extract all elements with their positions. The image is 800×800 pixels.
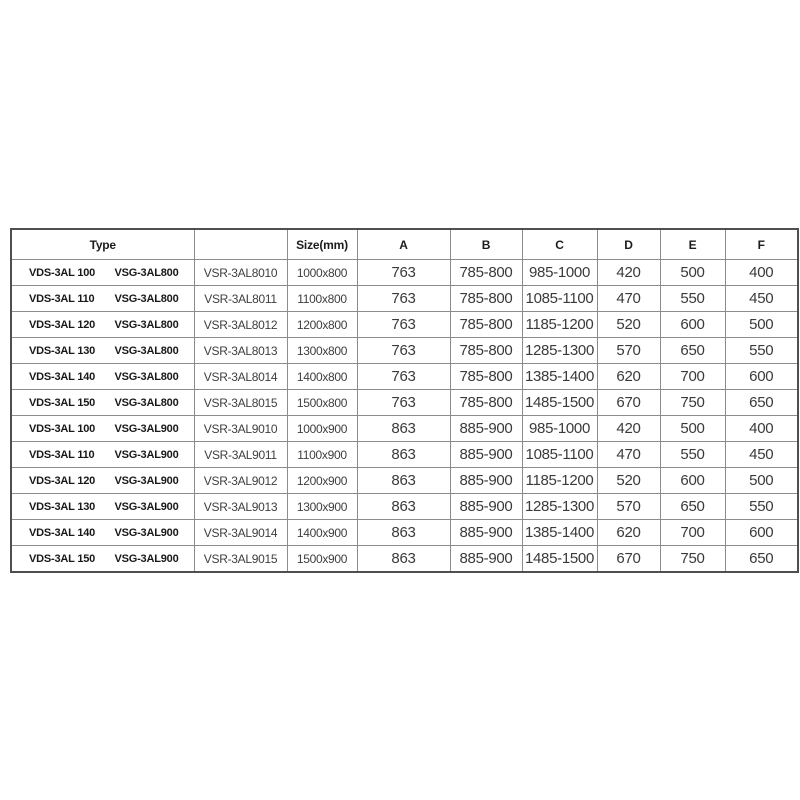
- size-cell: 1200x800: [287, 312, 357, 338]
- dim-b-cell: 785-800: [450, 338, 522, 364]
- dim-d-cell: 420: [597, 416, 660, 442]
- type-cell: [11, 494, 194, 520]
- type-vds-label: VDS-3AL 110: [29, 292, 95, 305]
- dim-a-cell: 863: [357, 494, 450, 520]
- dim-d-cell: 470: [597, 442, 660, 468]
- type-vsg-label: VSG-3AL800: [114, 318, 179, 331]
- type-cell: [11, 338, 194, 364]
- model-cell: VSR-3AL9014: [194, 520, 287, 546]
- type-labels: [12, 475, 194, 487]
- table-row: [11, 338, 798, 364]
- model-cell: VSR-3AL8012: [194, 312, 287, 338]
- type-vds-label: VDS-3AL 140: [29, 526, 96, 539]
- model-cell: VSR-3AL8015: [194, 390, 287, 416]
- size-cell: 1100x800: [287, 286, 357, 312]
- table-row: [11, 494, 798, 520]
- type-labels: [12, 449, 194, 461]
- dim-f-cell: 400: [725, 416, 798, 442]
- header-row: [11, 229, 798, 260]
- dim-c-cell: 1185-1200: [522, 468, 597, 494]
- table-row: [11, 416, 798, 442]
- type-labels: [12, 527, 194, 539]
- dim-f-cell: 450: [725, 442, 798, 468]
- table-body: [11, 260, 798, 573]
- dim-d-cell: 620: [597, 520, 660, 546]
- header-size: Size(mm): [287, 229, 357, 260]
- type-vds-label: VDS-3AL 120: [29, 318, 96, 331]
- dim-e-cell: 650: [660, 494, 725, 520]
- dim-e-cell: 750: [660, 390, 725, 416]
- model-cell: VSR-3AL9012: [194, 468, 287, 494]
- type-cell: [11, 364, 194, 390]
- table-row: [11, 390, 798, 416]
- dim-c-cell: 1385-1400: [522, 364, 597, 390]
- table-row: [11, 520, 798, 546]
- header-model: [194, 229, 287, 260]
- dim-e-cell: 600: [660, 312, 725, 338]
- size-cell: 1000x800: [287, 260, 357, 286]
- dim-e-cell: 500: [660, 260, 725, 286]
- dim-e-cell: 700: [660, 520, 725, 546]
- size-cell: 1500x800: [287, 390, 357, 416]
- table-header: [11, 229, 798, 260]
- type-vds-label: VDS-3AL 110: [29, 448, 95, 461]
- header-type: Type: [11, 229, 194, 260]
- dim-d-cell: 620: [597, 364, 660, 390]
- dim-f-cell: 500: [725, 468, 798, 494]
- type-cell: [11, 260, 194, 286]
- type-vds-label: VDS-3AL 120: [29, 474, 96, 487]
- model-cell: VSR-3AL9013: [194, 494, 287, 520]
- dim-a-cell: 763: [357, 390, 450, 416]
- table-row: [11, 312, 798, 338]
- model-cell: VSR-3AL8010: [194, 260, 287, 286]
- type-vsg-label: VSG-3AL900: [114, 500, 179, 513]
- dim-c-cell: 1285-1300: [522, 338, 597, 364]
- type-vsg-label: VSG-3AL900: [114, 448, 179, 461]
- type-vds-label: VDS-3AL 100: [29, 422, 96, 435]
- type-cell: [11, 546, 194, 573]
- dim-e-cell: 500: [660, 416, 725, 442]
- dim-b-cell: 885-900: [450, 442, 522, 468]
- type-cell: [11, 468, 194, 494]
- type-labels: [12, 371, 194, 383]
- type-labels: [12, 397, 194, 409]
- table-row: [11, 546, 798, 573]
- dim-e-cell: 600: [660, 468, 725, 494]
- size-cell: 1100x900: [287, 442, 357, 468]
- dim-b-cell: 785-800: [450, 312, 522, 338]
- header-dim-f: F: [725, 229, 798, 260]
- type-vsg-label: VSG-3AL800: [114, 292, 179, 305]
- type-cell: [11, 520, 194, 546]
- type-vds-label: VDS-3AL 140: [29, 370, 96, 383]
- type-vds-label: VDS-3AL 130: [29, 344, 96, 357]
- dim-c-cell: 985-1000: [522, 260, 597, 286]
- dim-b-cell: 785-800: [450, 260, 522, 286]
- type-vds-label: VDS-3AL 100: [29, 266, 96, 279]
- dim-a-cell: 863: [357, 546, 450, 573]
- dim-e-cell: 550: [660, 286, 725, 312]
- type-labels: [12, 501, 194, 513]
- type-labels: [12, 423, 194, 435]
- type-vsg-label: VSG-3AL900: [114, 422, 179, 435]
- type-vsg-label: VSG-3AL900: [114, 552, 179, 565]
- dim-f-cell: 450: [725, 286, 798, 312]
- type-vds-label: VDS-3AL 130: [29, 500, 96, 513]
- size-cell: 1000x900: [287, 416, 357, 442]
- dim-c-cell: 985-1000: [522, 416, 597, 442]
- dim-f-cell: 650: [725, 390, 798, 416]
- dim-b-cell: 885-900: [450, 416, 522, 442]
- table-row: [11, 468, 798, 494]
- model-cell: VSR-3AL9011: [194, 442, 287, 468]
- size-cell: 1300x900: [287, 494, 357, 520]
- type-labels: [12, 319, 194, 331]
- dim-d-cell: 670: [597, 390, 660, 416]
- header-dim-e: E: [660, 229, 725, 260]
- dim-d-cell: 420: [597, 260, 660, 286]
- model-cell: VSR-3AL9015: [194, 546, 287, 573]
- dim-a-cell: 863: [357, 520, 450, 546]
- type-vds-label: VDS-3AL 150: [29, 552, 96, 565]
- dim-f-cell: 500: [725, 312, 798, 338]
- dim-a-cell: 763: [357, 312, 450, 338]
- dim-a-cell: 763: [357, 338, 450, 364]
- dim-a-cell: 763: [357, 364, 450, 390]
- dim-c-cell: 1085-1100: [522, 286, 597, 312]
- dim-a-cell: 863: [357, 442, 450, 468]
- dim-b-cell: 885-900: [450, 468, 522, 494]
- dim-a-cell: 763: [357, 286, 450, 312]
- dim-d-cell: 570: [597, 338, 660, 364]
- type-cell: [11, 416, 194, 442]
- header-dim-a: A: [357, 229, 450, 260]
- header-dim-d: D: [597, 229, 660, 260]
- dim-e-cell: 700: [660, 364, 725, 390]
- dim-b-cell: 885-900: [450, 546, 522, 573]
- dim-c-cell: 1185-1200: [522, 312, 597, 338]
- type-vsg-label: VSG-3AL800: [114, 344, 179, 357]
- type-cell: [11, 390, 194, 416]
- dim-f-cell: 550: [725, 494, 798, 520]
- header-dim-b: B: [450, 229, 522, 260]
- type-labels: [12, 553, 194, 565]
- model-cell: VSR-3AL8013: [194, 338, 287, 364]
- model-cell: VSR-3AL8014: [194, 364, 287, 390]
- type-vsg-label: VSG-3AL800: [114, 396, 179, 409]
- dim-f-cell: 600: [725, 364, 798, 390]
- type-vsg-label: VSG-3AL900: [114, 474, 179, 487]
- table-row: [11, 286, 798, 312]
- type-labels: [12, 293, 194, 305]
- type-vsg-label: VSG-3AL800: [114, 370, 179, 383]
- size-cell: 1200x900: [287, 468, 357, 494]
- type-cell: [11, 442, 194, 468]
- dim-f-cell: 400: [725, 260, 798, 286]
- dim-c-cell: 1385-1400: [522, 520, 597, 546]
- dim-f-cell: 650: [725, 546, 798, 573]
- type-labels: [12, 345, 194, 357]
- dim-b-cell: 785-800: [450, 286, 522, 312]
- dim-a-cell: 763: [357, 260, 450, 286]
- type-vds-label: VDS-3AL 150: [29, 396, 96, 409]
- table-row: [11, 260, 798, 286]
- dim-d-cell: 520: [597, 312, 660, 338]
- dim-d-cell: 570: [597, 494, 660, 520]
- type-labels: [12, 267, 194, 279]
- table-row: [11, 364, 798, 390]
- model-cell: VSR-3AL9010: [194, 416, 287, 442]
- dim-d-cell: 670: [597, 546, 660, 573]
- dim-e-cell: 750: [660, 546, 725, 573]
- dim-d-cell: 470: [597, 286, 660, 312]
- dim-b-cell: 885-900: [450, 520, 522, 546]
- dim-c-cell: 1285-1300: [522, 494, 597, 520]
- size-cell: 1400x800: [287, 364, 357, 390]
- dim-b-cell: 785-800: [450, 390, 522, 416]
- dim-a-cell: 863: [357, 468, 450, 494]
- header-dim-c: C: [522, 229, 597, 260]
- type-cell: [11, 286, 194, 312]
- type-vsg-label: VSG-3AL900: [114, 526, 179, 539]
- type-cell: [11, 312, 194, 338]
- type-vsg-label: VSG-3AL800: [114, 266, 179, 279]
- size-cell: 1300x800: [287, 338, 357, 364]
- dim-f-cell: 600: [725, 520, 798, 546]
- table-row: [11, 442, 798, 468]
- dim-b-cell: 885-900: [450, 494, 522, 520]
- model-cell: VSR-3AL8011: [194, 286, 287, 312]
- dim-e-cell: 650: [660, 338, 725, 364]
- dim-c-cell: 1085-1100: [522, 442, 597, 468]
- dim-e-cell: 550: [660, 442, 725, 468]
- dim-a-cell: 863: [357, 416, 450, 442]
- size-cell: 1500x900: [287, 546, 357, 573]
- size-cell: 1400x900: [287, 520, 357, 546]
- dim-f-cell: 550: [725, 338, 798, 364]
- dim-b-cell: 785-800: [450, 364, 522, 390]
- spec-table: [10, 228, 799, 573]
- dim-d-cell: 520: [597, 468, 660, 494]
- dim-c-cell: 1485-1500: [522, 546, 597, 573]
- dim-c-cell: 1485-1500: [522, 390, 597, 416]
